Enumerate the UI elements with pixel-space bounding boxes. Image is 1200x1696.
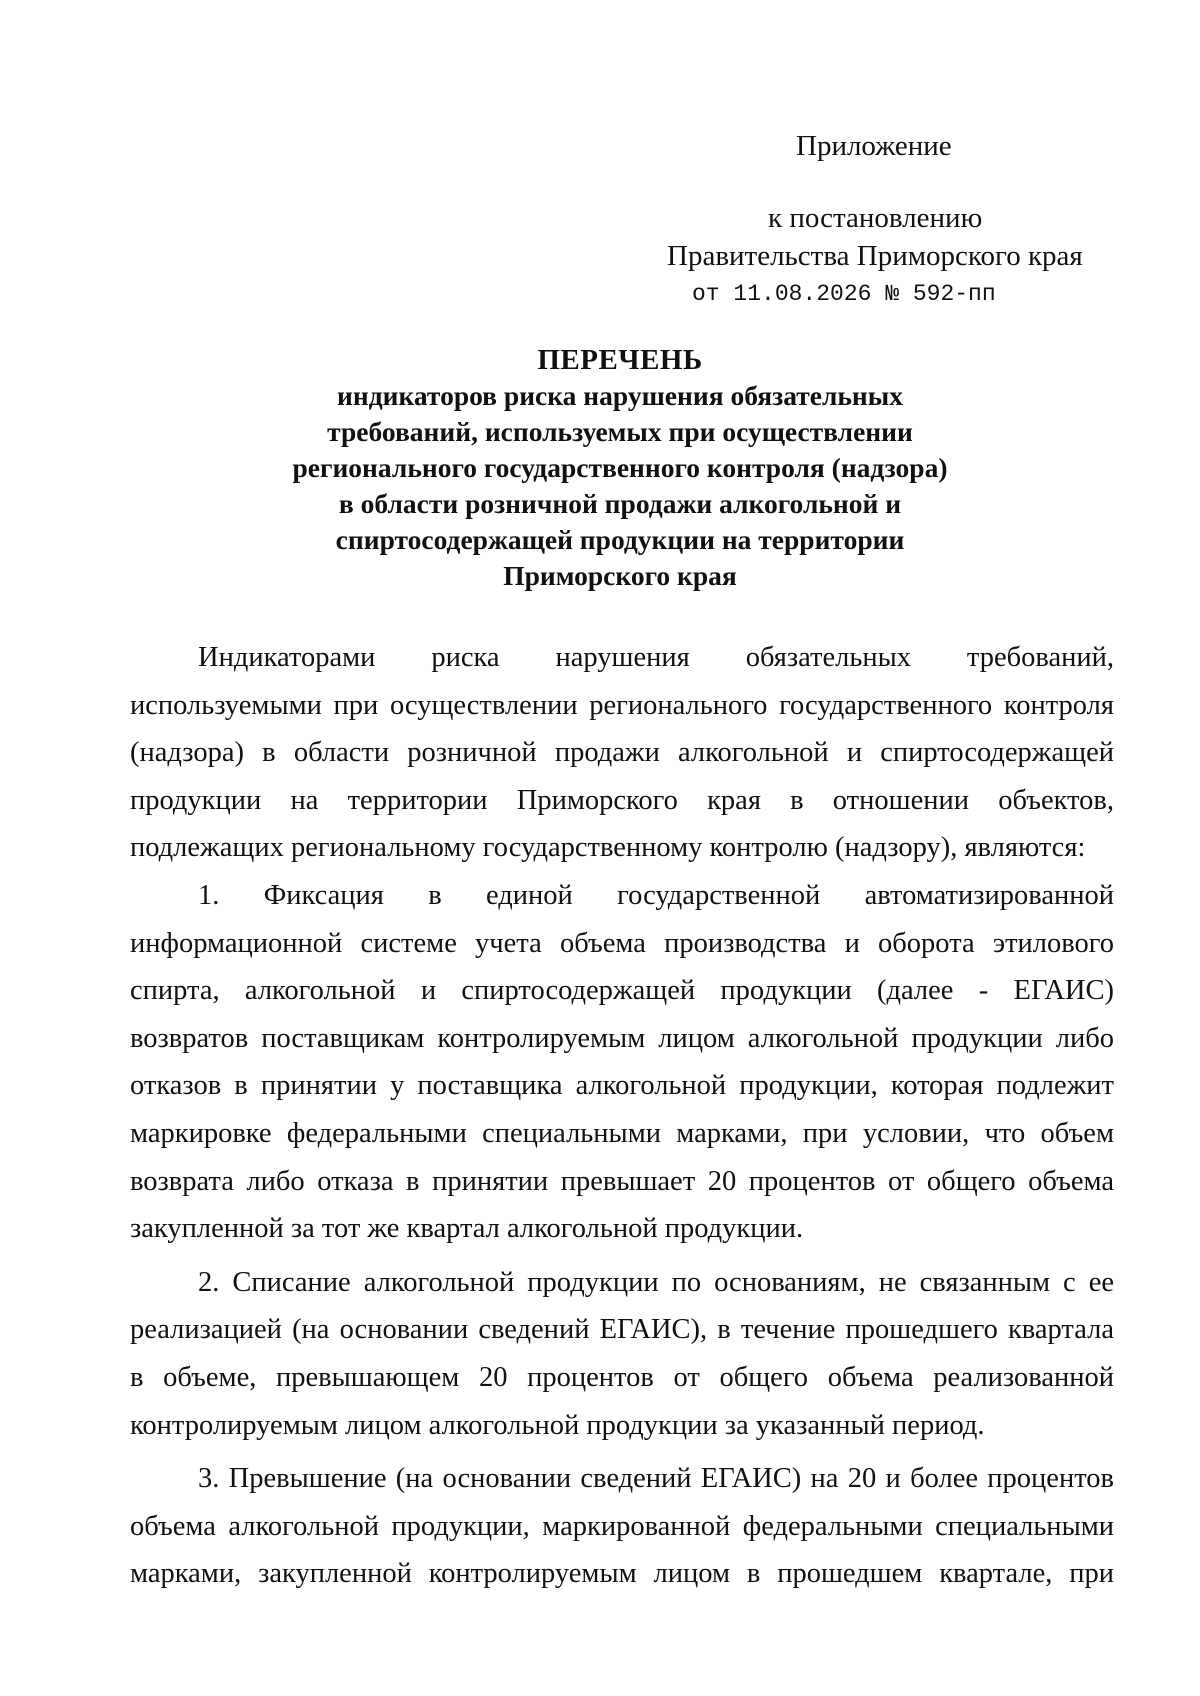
- text-line: отказов в принятии у поставщика алкогольной продукции, которая подлежит: [130, 1070, 1114, 1102]
- text-line: продукции на территории Приморского края в отношении объектов,: [130, 784, 1114, 816]
- heading-line: спиртосодержащей продукции на территории: [335, 524, 905, 555]
- annex-title: Приложение: [796, 130, 952, 162]
- text-line: (надзора) в области розничной продажи алкогольной и спиртосодержащей: [130, 737, 1114, 769]
- text-line: используемыми при осуществлении регионального государственного контроля: [130, 689, 1114, 721]
- text-line: контролируемым лицом алкогольной продукции за указанный период.: [130, 1409, 985, 1441]
- annex-reference-line: к постановлению: [768, 202, 983, 234]
- heading-line: требований, используемых при осуществлении: [327, 416, 913, 447]
- item-2-paragraph: [130, 1265, 1114, 1455]
- annex-authority-line: Правительства Приморского края: [667, 240, 1083, 272]
- text-line: 3. Превышение (на основании сведений ЕГАИС) на 20 и более процентов: [198, 1463, 1114, 1495]
- document-body: [130, 640, 1114, 1604]
- text-line: закупленной за тот же квартал алкогольной продукции.: [130, 1213, 804, 1245]
- item-3-paragraph: [130, 1461, 1114, 1604]
- text-line: спирта, алкогольной и спиртосодержащей продукции (далее - ЕГАИС): [130, 975, 1114, 1007]
- text-line: 2. Списание алкогольной продукции по основаниям, не связанным с ее: [198, 1266, 1114, 1298]
- heading-line: Приморского края: [503, 560, 737, 591]
- heading-line: индикаторов риска нарушения обязательных: [337, 380, 903, 411]
- text-line: возврата либо отказа в принятии превышает 20 процентов от общего объема: [130, 1165, 1114, 1197]
- text-line: маркировке федеральными специальными марками, при условии, что объем: [130, 1117, 1114, 1149]
- text-line: информационной системе учета объема производства и оборота этилового: [130, 927, 1114, 959]
- text-line: реализацией (на основании сведений ЕГАИС), в течение прошедшего квартала: [130, 1314, 1114, 1346]
- intro-paragraph: [130, 640, 1114, 878]
- text-line: подлежащих региональному государственному контролю (надзору), являются:: [130, 832, 1086, 864]
- text-line: марками, закупленной контролируемым лицом в прошедшем квартале, при: [130, 1558, 1114, 1590]
- text-line: 1. Фиксация в единой государственной автоматизированной: [198, 879, 1114, 911]
- text-line: Индикаторами риска нарушения обязательных требований,: [198, 642, 1114, 673]
- item-1-paragraph: [130, 878, 1114, 1259]
- annex-date-number: от 11.08.2026 № 592-пп: [692, 281, 996, 307]
- document-heading: [220, 342, 1020, 594]
- heading-title: ПЕРЕЧЕНЬ: [537, 344, 703, 376]
- heading-line: регионального государственного контроля (надзора): [292, 452, 948, 483]
- text-line: в объеме, превышающем 20 процентов от общего объема реализованной: [130, 1361, 1114, 1393]
- heading-line: в области розничной продажи алкогольной и: [338, 488, 902, 519]
- text-line: объема алкогольной продукции, маркированной федеральными специальными: [130, 1510, 1114, 1542]
- text-line: возвратов поставщикам контролируемым лицом алкогольной продукции либо: [130, 1022, 1114, 1054]
